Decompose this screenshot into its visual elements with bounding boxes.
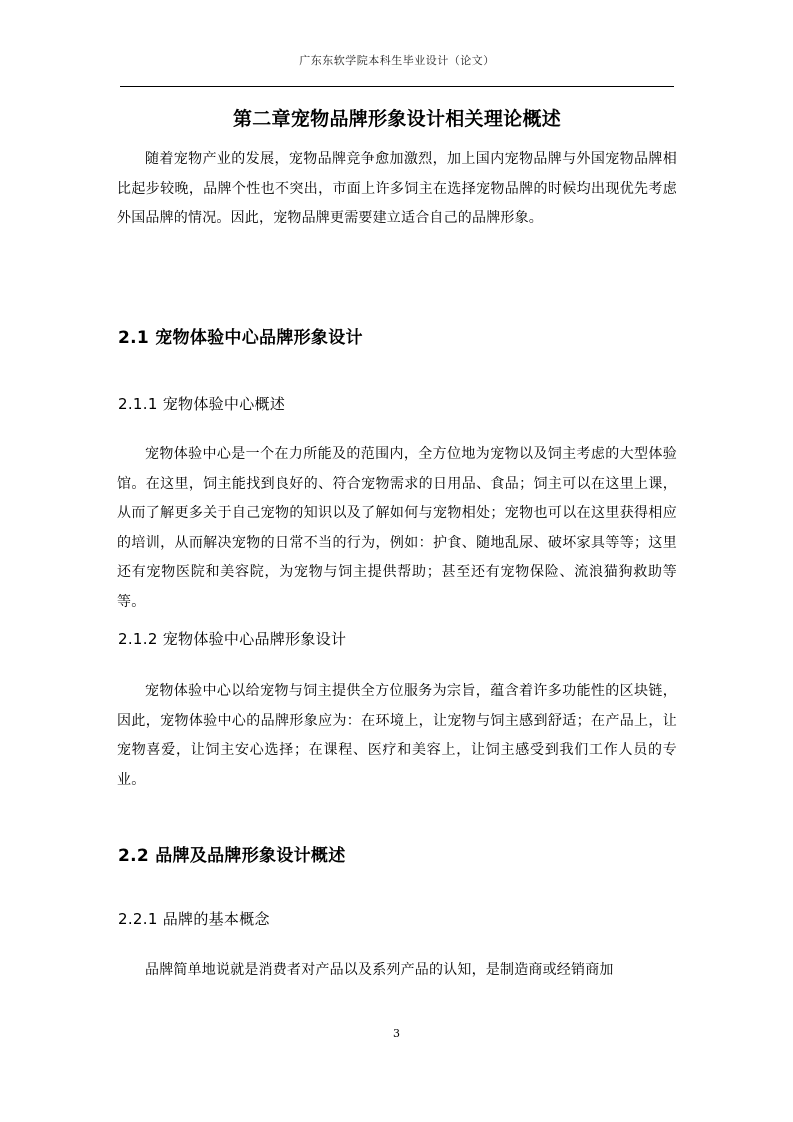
header-divider (120, 86, 674, 87)
section-heading-2-1: 2.1 宠物体验中心品牌形象设计 (118, 328, 363, 348)
subsection-body-2-2-1: 品牌简单地说就是消费者对产品以及系列产品的认知，是制造商或经销商加 (145, 962, 614, 978)
subsection-heading-2-2-1: 2.2.1 品牌的基本概念 (118, 910, 270, 928)
running-header: 广东东软学院本科生毕业设计（论文） (299, 54, 495, 67)
page-number: 3 (393, 1027, 400, 1040)
section-heading-2-2: 2.2 品牌及品牌形象设计概述 (118, 846, 346, 866)
subsection-body-2-1-1: 宠物体验中心是一个在力所能及的范围内，全方位地为宠物以及饲主考虑的大型体验馆。在这里，饲主能找到良好的、符合宠物需求的日用品、食品；饲主可以在这里上课，从而了解更多关于自己宠物的知识以及了解如何与宠物相处；宠物也可以在这里获得相应的培训，从而解决宠物的日常不当的行为，例如：护食、随地乱尿、破坏家具等等；这里还有宠物医院和美容院，为宠物与饲主提供帮助；甚至还有宠物保险、流浪猫狗救助等等。 (117, 446, 677, 610)
subsection-heading-2-1-2: 2.1.2 宠物体验中心品牌形象设计 (118, 630, 347, 648)
chapter-title: 第二章宠物品牌形象设计相关理论概述 (232, 108, 562, 130)
subsection-heading-2-1-1: 2.1.1 宠物体验中心概述 (118, 395, 286, 413)
subsection-body-2-1-2: 宠物体验中心以给宠物与饲主提供全方位服务为宗旨，蕴含着许多功能性的区块链，因此，宠物体验中心的品牌形象应为：在环境上，让宠物与饲主感到舒适；在产品上，让宠物喜爱，让饲主安心选择；在课程、医疗和美容上，让饲主感受到我们工作人员的专业。 (117, 683, 677, 788)
chapter-intro-paragraph: 随着宠物产业的发展，宠物品牌竞争愈加激烈，加上国内宠物品牌与外国宠物品牌相比起步较晚，品牌个性也不突出，市面上许多饲主在选择宠物品牌的时候均出现优先考虑外国品牌的情况。因此，宠物品牌更需要建立适合自己的品牌形象。 (117, 151, 677, 226)
